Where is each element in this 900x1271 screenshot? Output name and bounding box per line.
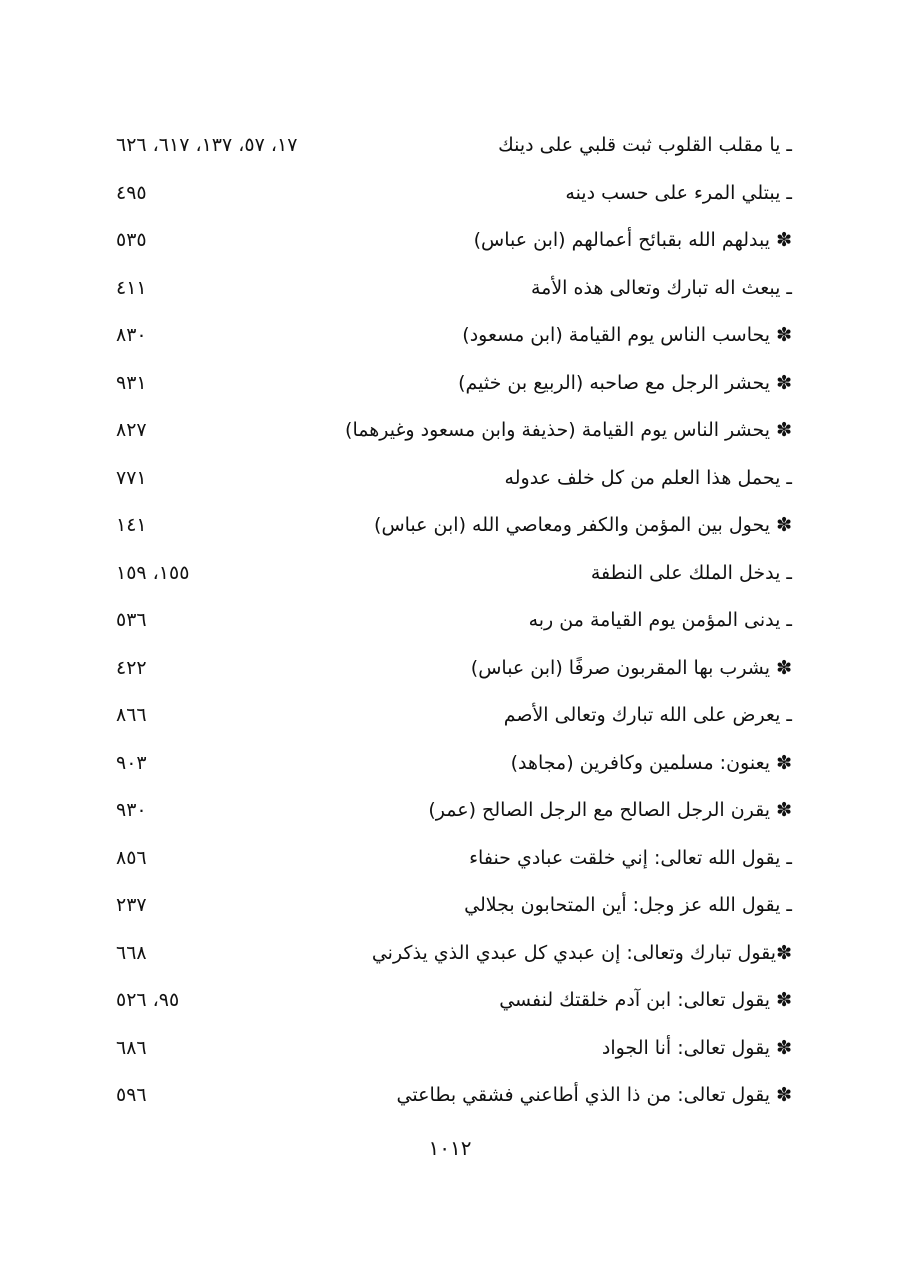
entry-pages: ٩٣١ — [116, 371, 147, 394]
entry-pages: ٦٨٦ — [116, 1036, 147, 1059]
entry-pages: ٩٠٣ — [116, 751, 147, 774]
entry-pages: ٤٩٥ — [116, 181, 147, 204]
entry-text: ـ يحمل هذا العلم من كل خلف عدوله — [504, 466, 792, 489]
index-entry — [110, 605, 792, 653]
entry-pages: ٢٣٧ — [116, 894, 147, 916]
entry-text: ـ يدخل الملك على النطفة — [590, 561, 792, 584]
entry-text: ✽ يحول بين المؤمن والكفر ومعاصي الله (ابن عباس) — [374, 514, 792, 536]
index-entries — [110, 130, 792, 1128]
entry-text: ✽ يحشر الناس يوم القيامة (حذيفة وابن مسعود وغيرهما) — [345, 419, 792, 441]
entry-text: ـ يقول الله تعالى: إني خلقت عبادي حنفاء — [469, 846, 792, 869]
entry-pages: ٩٥، ٥٢٦ — [116, 989, 180, 1011]
page-number: ١٠١٢ — [428, 1136, 472, 1160]
entry-pages: ٤٢٢ — [116, 656, 147, 679]
entry-text: ـ يدنى المؤمن يوم القيامة من ربه — [528, 609, 792, 631]
entry-text: ـ يقول الله عز وجل: أين المتحابون بجلالي — [464, 894, 792, 916]
index-entry — [110, 890, 792, 938]
entry-text: ✽ يقول تعالى: ابن آدم خلقتك لنفسي — [499, 989, 792, 1011]
entry-pages: ٤١١ — [116, 276, 147, 299]
entry-text: ✽ يعنون: مسلمين وكافرين (مجاهد) — [510, 751, 792, 774]
index-entry — [110, 985, 792, 1033]
index-entry — [110, 1033, 792, 1081]
entry-pages: ٨٥٦ — [116, 846, 147, 869]
entry-text: ✽يقول تبارك وتعالى: إن عبدي كل عبدي الذي يذكرني — [371, 941, 792, 964]
entry-text: ـ يبتلي المرء على حسب دينه — [565, 181, 792, 204]
index-entry — [110, 938, 792, 986]
entry-pages: ٧٧١ — [116, 466, 147, 489]
index-entry — [110, 368, 792, 416]
entry-text: ✽ يقرن الرجل الصالح مع الرجل الصالح (عمر) — [428, 799, 792, 821]
entry-pages: ٨٦٦ — [116, 704, 147, 726]
entry-text: ✽ يشرب بها المقربون صرفًا (ابن عباس) — [470, 656, 792, 679]
entry-pages: ٥٩٦ — [116, 1084, 147, 1106]
entry-text: ✽ يحشر الرجل مع صاحبه (الربيع بن خثيم) — [458, 371, 792, 394]
entry-pages: ١٥٥، ١٥٩ — [116, 561, 190, 584]
entry-pages: ٥٣٦ — [116, 609, 147, 631]
index-entry — [110, 843, 792, 891]
index-entry — [110, 700, 792, 748]
entry-text: ✽ يقول تعالى: من ذا الذي أطاعني فشقي بطاعتي — [396, 1084, 792, 1106]
entry-text: ✽ يقول تعالى: أنا الجواد — [601, 1036, 792, 1059]
index-entry — [110, 415, 792, 463]
entry-pages: ١٧، ٥٧، ١٣٧، ٦١٧، ٦٢٦ — [116, 134, 298, 156]
index-entry — [110, 225, 792, 273]
index-entry — [110, 463, 792, 511]
index-entry — [110, 130, 792, 178]
index-entry — [110, 748, 792, 796]
index-entry — [110, 510, 792, 558]
entry-pages: ٨٢٧ — [116, 419, 147, 441]
index-entry — [110, 558, 792, 606]
entry-text: ـ يبعث اله تبارك وتعالى هذه الأمة — [530, 276, 792, 299]
index-entry — [110, 273, 792, 321]
entry-text: ـ يعرض على الله تبارك وتعالى الأصم — [503, 704, 792, 726]
entry-pages: ١٤١ — [116, 514, 147, 536]
entry-text: ✽ يبدلهم الله بقبائح أعمالهم (ابن عباس) — [473, 229, 792, 251]
entry-pages: ٩٣٠ — [116, 799, 147, 821]
index-entry — [110, 795, 792, 843]
entry-pages: ٨٣٠ — [116, 324, 147, 346]
index-entry — [110, 1080, 792, 1128]
entry-text: ✽ يحاسب الناس يوم القيامة (ابن مسعود) — [462, 324, 792, 346]
entry-pages: ٦٦٨ — [116, 941, 147, 964]
index-entry — [110, 320, 792, 368]
index-entry — [110, 653, 792, 701]
index-entry — [110, 178, 792, 226]
entry-pages: ٥٣٥ — [116, 229, 147, 251]
entry-text: ـ يا مقلب القلوب ثبت قلبي على دينك — [498, 134, 792, 156]
